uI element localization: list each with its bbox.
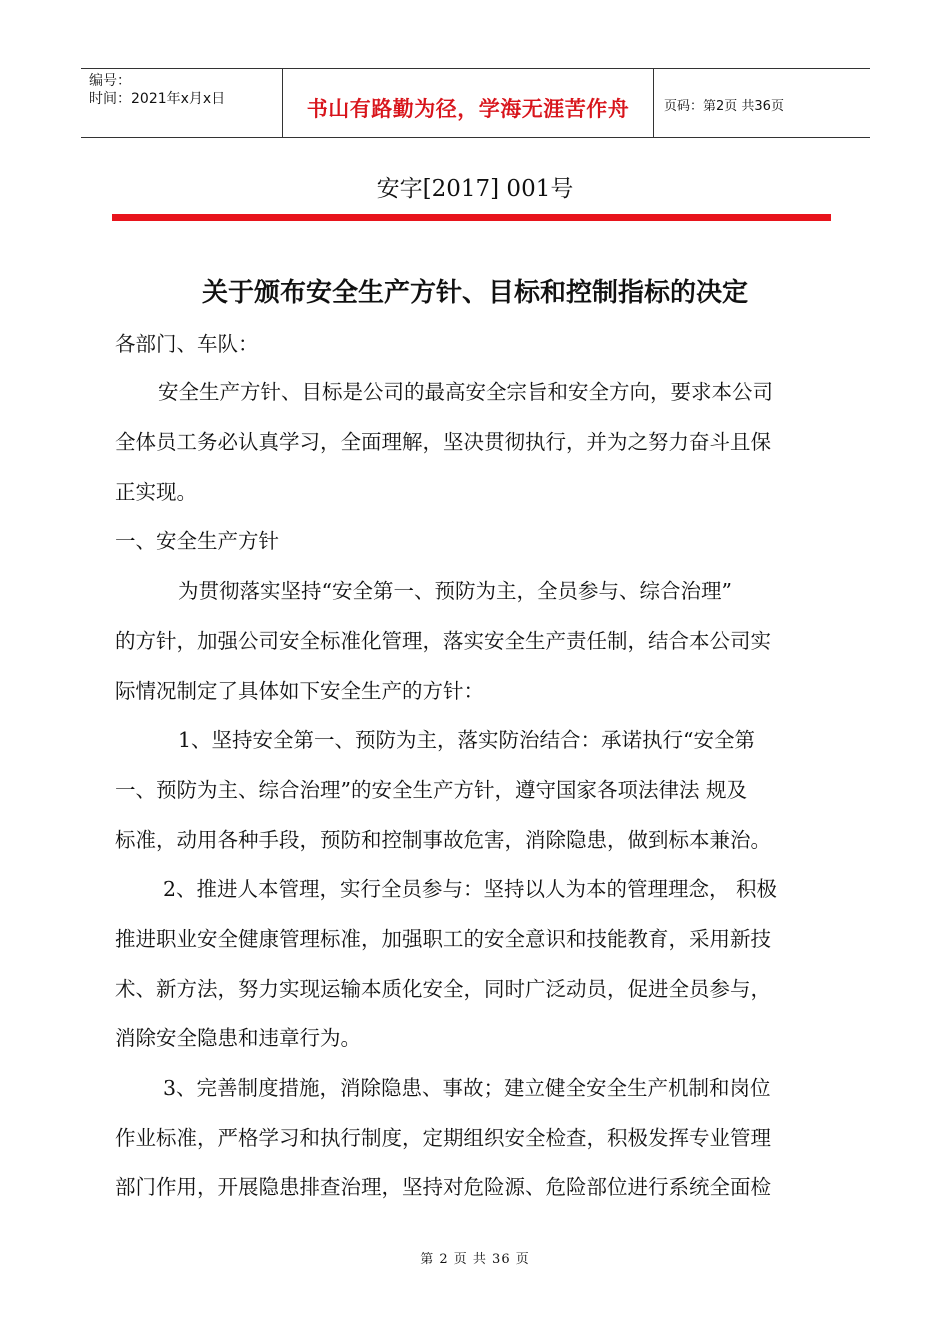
header-page-cell — [654, 69, 870, 137]
body-line: 作业标准，严格学习和执行制度，定期组织安全检查，积极发挥专业管理 — [115, 1126, 771, 1150]
document-title: 关于颁布安全生产方针、目标和控制指标的决定 — [201, 278, 748, 308]
section-heading: 一、安全生产方针 — [115, 529, 279, 553]
number-label: 编号： — [89, 73, 131, 89]
document-number: 安字[2017] 001号 — [376, 176, 574, 202]
body-line: 推进职业安全健康管理标准，加强职工的安全意识和技能教育，采用新技 — [115, 927, 771, 951]
header-motto-cell — [283, 69, 654, 137]
body-line: 为贯彻落实坚持“安全第一、预防为主，全员参与、综合治理” — [178, 579, 732, 603]
body-line: 1、坚持安全第一、预防为主，落实防治结合：承诺执行“安全第 — [178, 728, 756, 752]
body-line: 2、推进人本管理，实行全员参与：坚持以人为本的管理理念， 积极 — [163, 877, 778, 901]
body-line: 术、新方法，努力实现运输本质化安全，同时广泛动员，促进全员参与， — [115, 977, 771, 1001]
document-header — [81, 68, 870, 138]
header-meta-cell — [81, 69, 283, 137]
page-footer: 第 2 页 共 36 页 — [420, 1252, 530, 1267]
body-line: 全体员工务必认真学习，全面理解，坚决贯彻执行，并为之努力奋斗且保 — [115, 430, 771, 454]
page-code: 页码：第2页 共36页 — [664, 99, 784, 114]
red-divider — [112, 214, 831, 221]
body-line: 正实现。 — [115, 480, 197, 504]
body-line: 一、预防为主、综合治理”的安全生产方针，遵守国家各项法律法 规及 — [115, 778, 747, 802]
body-line: 安全生产方针、目标是公司的最高安全宗旨和安全方向，要求本公司 — [158, 380, 773, 404]
motto-text: 书山有路勤为径，学海无涯苦作舟 — [306, 96, 630, 121]
body-line: 3、完善制度措施，消除隐患、事故；建立健全安全生产机制和岗位 — [163, 1076, 771, 1100]
salutation: 各部门、车队： — [115, 332, 259, 356]
body-line: 部门作用，开展隐患排查治理，坚持对危险源、危险部位进行系统全面检 — [115, 1175, 771, 1199]
body-line: 消除安全隐患和违章行为。 — [115, 1026, 361, 1050]
body-line: 的方针，加强公司安全标准化管理，落实安全生产责任制，结合本公司实 — [115, 629, 771, 653]
body-line: 标准，动用各种手段，预防和控制事故危害，消除隐患，做到标本兼治。 — [115, 828, 771, 852]
time-label: 时间：2021年x月x日 — [89, 91, 226, 107]
body-line: 际情况制定了具体如下安全生产的方针： — [115, 679, 484, 703]
